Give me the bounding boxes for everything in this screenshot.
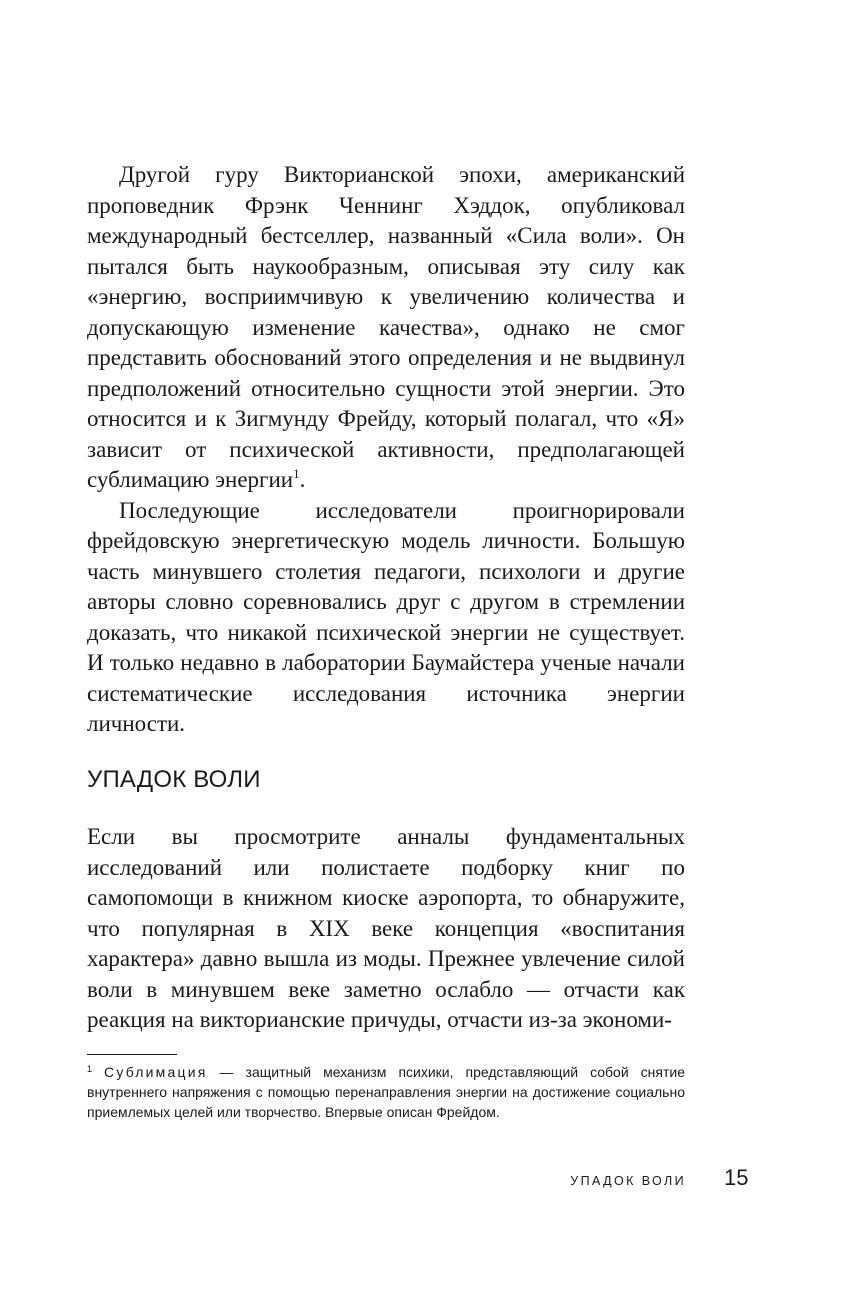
footnote-text: — защитный механизм психики, представляющий собой снятие внутреннего напряжения с помощью перенаправления энергии на достижение социально приемлемых целей или творчество. Впервые описан Фрейдом. — [87, 1064, 685, 1120]
section-heading: УПАДОК ВОЛИ — [87, 766, 261, 793]
paragraph-text: Последующие исследователи проигнорировали фрейдовскую энергетическую модель личности. Большую часть минувшего столетия педагоги, психологи и другие авторы словно соревновались друг с другом в стремлении доказать, что никакой психической энергии не существует. И только недавно в лаборатории Баумайстера ученые начали систематические исследования источника энергии личности. — [87, 497, 685, 736]
page-number: 15 — [724, 1165, 749, 1190]
footnote-reference[interactable]: 1 — [293, 466, 300, 481]
body-text-bottom — [87, 822, 685, 1036]
footnote — [87, 1062, 685, 1122]
paragraph — [87, 822, 685, 1036]
running-head: УПАДОК ВОЛИ — [570, 1174, 686, 1188]
paragraph — [87, 160, 685, 496]
body-text-top — [87, 160, 685, 740]
paragraph-end: . — [299, 467, 306, 492]
footnote-term: Сублимация — [104, 1064, 208, 1080]
paragraph-text: Другой гуру Викторианской эпохи, американский проповедник Фрэнк Ченнинг Хэддок, опубликовал международный бестселлер, названный «Сила воли». Он пытался быть наукообразным, описывая эту силу как «энергию, восприимчивую к увеличению количества и допускающую изменение качества», однако не смог представить обоснований этого определения и не выдвинул предположений относительно сущности этой энергии. Это относится и к Зигмунду Фрейду, который полагал, что «Я» зависит от психической активности, предполагающей сублимацию энергии — [87, 162, 685, 492]
paragraph-text: Если вы просмотрите анналы фундаментальных исследований или полистаете подборку книг по самопомощи в книжном киоске аэропорта, то обнаружите, что популярная в XIX веке концепция «воспитания характера» давно вышла из моды. Прежнее увлечение силой воли в минувшем веке заметно ослабло — отчасти как реакция на викторианские причуды, отчасти из-за экономи- — [87, 824, 685, 1032]
paragraph — [87, 496, 685, 740]
footnote-number: 1 — [87, 1064, 93, 1074]
footnote-separator — [87, 1054, 177, 1055]
